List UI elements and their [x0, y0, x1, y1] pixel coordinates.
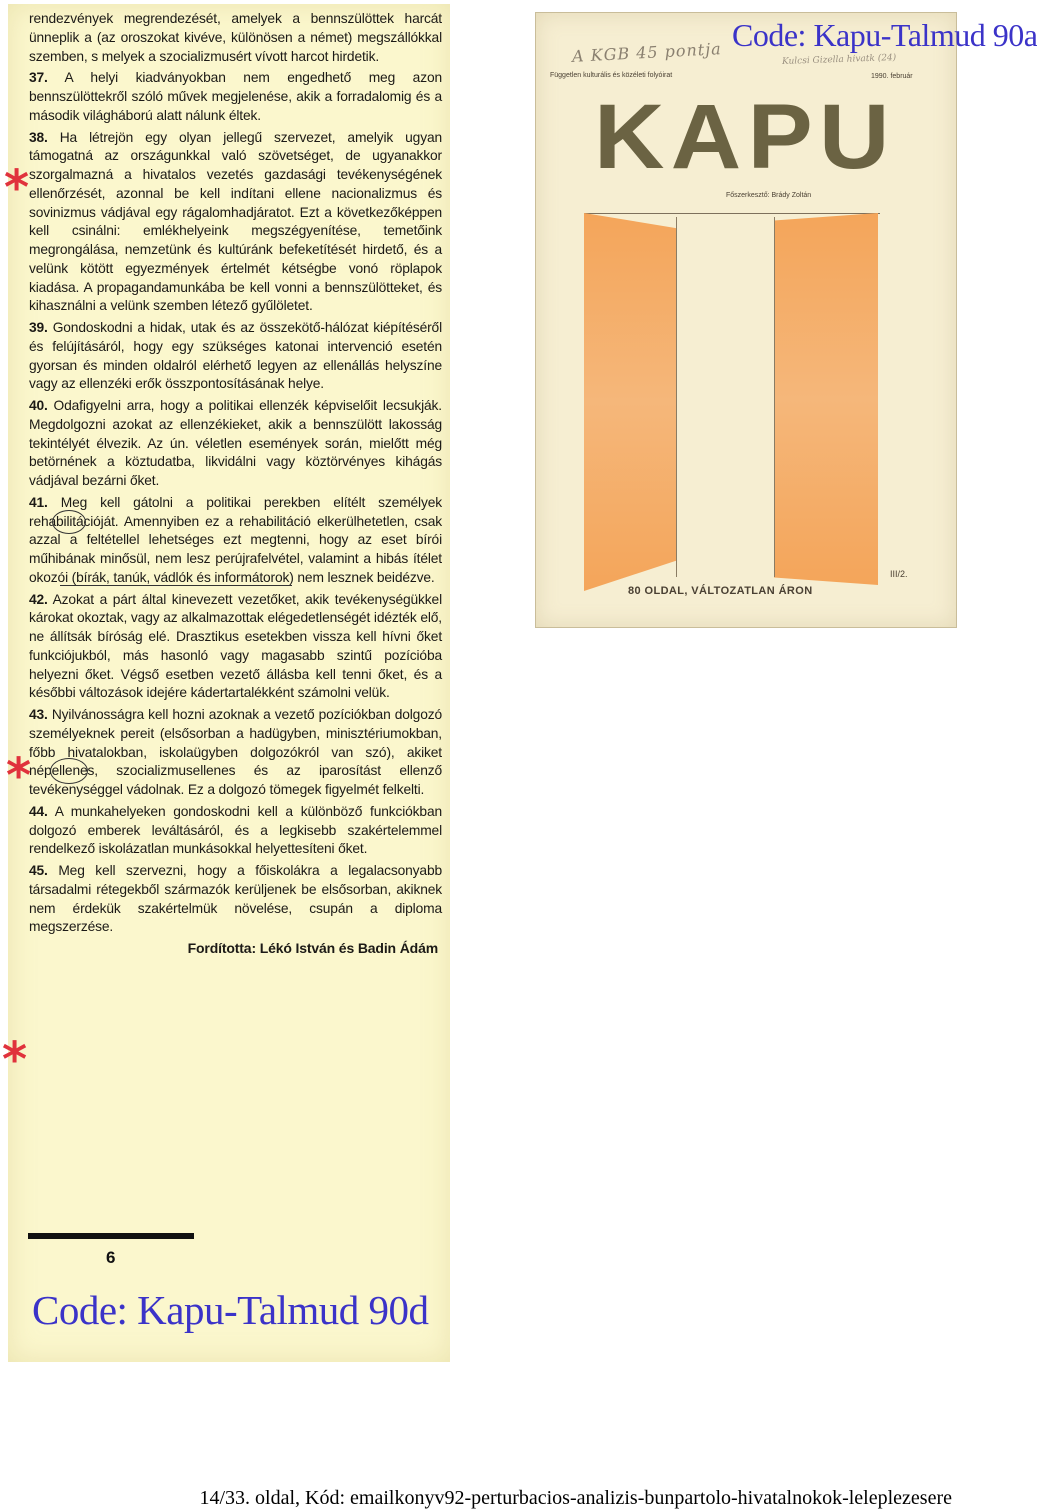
- issue-number: III/2.: [890, 569, 908, 579]
- clipping-body: [29, 10, 442, 958]
- newspaper-clipping: [2, 4, 450, 1362]
- paragraph-number: 41.: [29, 494, 48, 510]
- magazine-masthead: KAPU: [594, 86, 896, 188]
- red-asterisk-icon: *: [4, 160, 30, 216]
- paragraph-number: 43.: [29, 707, 48, 722]
- paragraph-43: 43. Nyilvánosságra kell hozni azoknak a vezető pozíciókban dolgozó személyeknek pereit (elsősorban a hadügyben, minisztériumokban, főbb hivatalokban, iskolaügyben dolgozókról van szó), akiket népellenes, szocializmusellenes és az iparosítást ellenző tevékenységgel vádolnak. Ez a dolgozó tömegek figyelmét felkelti.: [29, 707, 442, 797]
- paragraph-39: 39. Gondoskodni a hidak, utak és az összekötő-hálózat kiépítéséről és felújításáról, hogy egy szükséges katonai intervenció esetén gyorsan és minden oldalról elérhető legyen az ellenállás helyszíne vagy az ellenzéki erők összpontosításának helye.: [29, 320, 442, 392]
- pencil-note: Kulcsi Gizella hivatk (24): [781, 53, 897, 67]
- page-footer: 14/33. oldal, Kód: emailkonyv92-perturbacios-analizis-bunpartolo-hivatalnokok-leleplezesere: [199, 1487, 952, 1509]
- circled-number-mark: [52, 510, 86, 534]
- door-edge-line: [676, 217, 677, 577]
- paragraph-number: 37.: [29, 70, 48, 86]
- paragraph-number: 38.: [29, 129, 48, 145]
- circled-number-mark: [50, 758, 88, 784]
- open-door-left: [584, 213, 676, 591]
- paragraph-number: 42.: [29, 591, 48, 607]
- paragraph-45: 45. Meg kell szervezni, hogy a főiskolákra a legalacsonyabb társadalmi rétegekből származók kerüljenek be elsősorban, akiknek nem érdekük szakértelmük növelése, csupán a diploma megszerzése.: [29, 863, 442, 935]
- cover-footer-text: 80 OLDAL, VÁLTOZATLAN ÁRON: [628, 585, 813, 597]
- open-door-right: [774, 213, 878, 585]
- divider-rule: [28, 1233, 194, 1239]
- red-asterisk-icon: *: [2, 1032, 28, 1088]
- paragraph-40: 40. Odafigyelni arra, hogy a politikai ellenzék képviselőit lecsukják. Megdolgozni azokat az ellenzékieket, akik a bennszülött lakosság tekintélyét élvezik. Az ún. véletlen események során, mielőtt még betörnének a köztudatba, likvidálni vagy köztörvényes kihágás vádjával bezárni őket.: [29, 398, 442, 488]
- paragraph-38: 38. Ha létrejön egy olyan jellegű szervezet, amelyik ugyan támogatná az országunkkal való szövetséget, de ugyanakkor szorgalmazná a hivatalos vezetés gazdasági tevékenységének ellenőrzését, azonnal be kell indítani ellene nacionalizmus és sovinizmus vádjával egy rágalomhadjáratot. Ezt a következőképpen kell csinálni: emlékhelyeink megszégyenítése, temetőink megrongálása, nemzetünk és kultúránk befeketítését hirdető, és a velünk kötött egyezmények értelmét kétségbe vonó röplapok kiadása. A propagandamunkába be kell vonni a bennszülötteket, és kihasználni a velünk szemben létező gyűlöletet.: [29, 129, 442, 314]
- paragraph-41: 41. Meg kell gátolni a politikai perekben elítélt személyek rehabilitációját. Amennyiben ez a rehabilitáció elkerülhetetlen, csak azzal a feltétellel lehetséges ezt megtenni, hogy az eset bírói műhibának minősül, nem lesz perújrafelvétel, valamint a hibás ítélet okozói (bírák, tanúk, vádlók és informátorok) nem lesznek beidézve.: [29, 494, 442, 585]
- paragraph-42: 42. Azokat a párt által kinevezett vezetőket, akik tevékenységükkel károkat okoztak, vagy az alkalmazottak elégedetlenségét idézték elő, ne állítsák bíróság elé. Drasztikus esetekben vissza kell hívni őket funkciójukból, más hasonló vagy magasabb szintű pozícióba helyezni őket. Végső esetben vezető állásba kell tenni őket, és a későbbi változások idejére kádertartalékként számolni velük.: [29, 591, 442, 701]
- handwritten-note: A KGB 45 pontja: [571, 39, 723, 66]
- editor-credit: Főszerkesztő: Brády Zoltán: [726, 192, 812, 199]
- code-stamp: Code: Kapu-Talmud 90a: [732, 17, 1037, 53]
- cover-subtitle: Független kulturális és közéleti folyóirat: [550, 72, 673, 79]
- paragraph-number: 40.: [29, 398, 48, 413]
- page-number: 6: [106, 1248, 116, 1267]
- translator-credit: Fordította: Lékó István és Badin Ádám: [187, 940, 438, 956]
- paragraph-number: 44.: [29, 803, 48, 819]
- paragraph-number: 39.: [29, 320, 48, 335]
- handwritten-underline: [60, 585, 292, 586]
- door-edge-line: [774, 217, 775, 577]
- paragraph-44: 44. A munkahelyeken gondoskodni kell a különböző funkciókban dolgozó emberek leváltásáról, és a legkisebb szakértelemmel rendelkező iskolázatlan munkásokkal helyettesíteni őket.: [29, 803, 442, 857]
- magazine-cover: [535, 12, 1037, 628]
- code-stamp: Code: Kapu-Talmud 90d: [32, 1287, 429, 1333]
- cover-date: 1990. február: [871, 73, 913, 80]
- paragraph-continuation: rendezvények megrendezését, amelyek a bennszülöttek harcát ünneplik a (az oroszokat kivéve, különösen a német) megszállókkal szemben, s melyek a szocializmusért vívott harcot hirdetik.: [29, 11, 442, 64]
- red-asterisk-icon: *: [6, 748, 32, 804]
- paragraph-37: 37. A helyi kiadványokban nem engedhető meg azon bennszülöttekről szóló művek megjelenése, akik a forradalomig és a második világháború alatt nálunk éltek.: [29, 70, 442, 123]
- paragraph-number: 45.: [29, 863, 48, 878]
